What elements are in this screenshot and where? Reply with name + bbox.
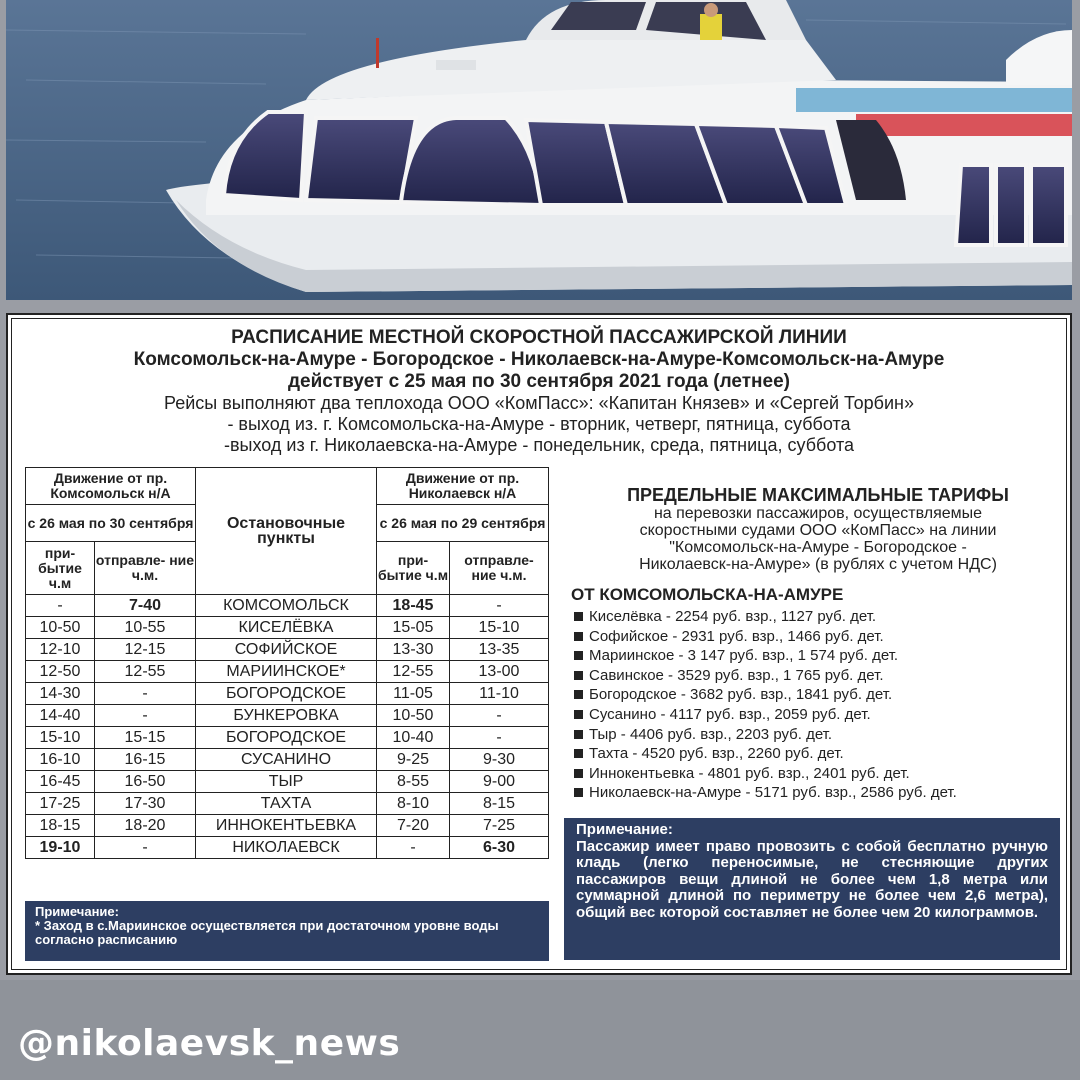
tariff-item xyxy=(568,744,1068,764)
time-cell: - xyxy=(95,683,196,705)
time-cell: - xyxy=(450,705,549,727)
note-left-title: Примечание: xyxy=(35,904,119,919)
left-dates: с 26 мая по 30 сентября xyxy=(26,505,196,542)
tariffs-sub4: Николаевск-на-Амуре» (в рублях с учетом НДС) xyxy=(639,556,997,573)
time-cell: 18-20 xyxy=(95,815,196,837)
account-handle[interactable]: @nikolaevsk_news xyxy=(18,1023,401,1064)
stop-cell: СУСАНИНО xyxy=(196,749,377,771)
time-cell: 11-10 xyxy=(450,683,549,705)
tariff-text: Сусанино - 4117 руб. взр., 2059 руб. дет. xyxy=(589,705,871,723)
tariff-item xyxy=(568,666,1068,686)
time-cell: 12-15 xyxy=(95,639,196,661)
tariff-item xyxy=(568,607,1068,627)
time-cell: 16-15 xyxy=(95,749,196,771)
time-cell: 16-45 xyxy=(26,771,95,793)
time-cell: 15-10 xyxy=(450,617,549,639)
time-cell: 17-30 xyxy=(95,793,196,815)
stop-cell: ИННОКЕНТЬЕВКА xyxy=(196,815,377,837)
tariffs-block xyxy=(568,485,1068,803)
time-cell: 15-15 xyxy=(95,727,196,749)
left-departure-header: отправле- ние ч.м. xyxy=(95,542,196,595)
time-cell: 16-50 xyxy=(95,771,196,793)
time-cell: 15-05 xyxy=(377,617,450,639)
left-arrival-header: при- бытие ч.м xyxy=(26,542,95,595)
stop-cell: ТАХТА xyxy=(196,793,377,815)
bullet-square-icon xyxy=(574,769,583,778)
tariff-item xyxy=(568,705,1068,725)
stop-cell: БОГОРОДСКОЕ xyxy=(196,727,377,749)
table-row xyxy=(26,661,549,683)
tariff-item xyxy=(568,685,1068,705)
stop-cell: МАРИИНСКОЕ* xyxy=(196,661,377,683)
tariffs-sub1: на перевозки пассажиров, осуществляемые xyxy=(653,505,983,522)
stop-cell: КОМСОМОЛЬСК xyxy=(196,595,377,617)
time-cell: 12-10 xyxy=(26,639,95,661)
tariff-text: Мариинское - 3 147 руб. взр., 1 574 руб. дет. xyxy=(589,647,899,665)
stop-cell: БУНКЕРОВКА xyxy=(196,705,377,727)
tariffs-from: ОТ КОМСОМОЛЬСКА-НА-АМУРЕ xyxy=(571,585,844,604)
stop-cell: НИКОЛАЕВСК xyxy=(196,837,377,859)
table-row xyxy=(26,727,549,749)
time-cell: 12-55 xyxy=(95,661,196,683)
tariff-text: Тыр - 4406 руб. взр., 2203 руб. дет. xyxy=(589,725,833,743)
time-cell: 18-45 xyxy=(377,595,450,617)
table-row xyxy=(26,617,549,639)
time-cell: 13-30 xyxy=(377,639,450,661)
tariffs-sub3: "Комсомольск-на-Амуре - Богородское - xyxy=(669,539,967,556)
tariff-text: Иннокентьевка - 4801 руб. взр., 2401 руб. дет. xyxy=(589,764,910,782)
tariff-list xyxy=(568,607,1068,803)
table-row xyxy=(26,837,549,859)
tariff-text: Софийское - 2931 руб. взр., 1466 руб. дет. xyxy=(589,627,884,645)
time-cell: 12-55 xyxy=(377,661,450,683)
table-row xyxy=(26,749,549,771)
table-row xyxy=(26,815,549,837)
route-line: Комсомольск-на-Амуре - Богородское - Николаевск-на-Амуре-Комсомольск-на-Амуре xyxy=(133,349,945,370)
departure-komsomolsk: - выход из. г. Комсомольска-на-Амуре - вторник, четверг, пятница, суббота xyxy=(227,414,851,434)
time-cell: 10-50 xyxy=(377,705,450,727)
stop-cell: ТЫР xyxy=(196,771,377,793)
note-left xyxy=(25,901,549,961)
schedule-title: РАСПИСАНИЕ МЕСТНОЙ СКОРОСТНОЙ ПАССАЖИРСКОЙ ЛИНИИ xyxy=(231,327,847,348)
time-cell: 11-05 xyxy=(377,683,450,705)
stop-cell: СОФИЙСКОЕ xyxy=(196,639,377,661)
table-row xyxy=(26,771,549,793)
note-right-text: Пассажир имеет право провозить с собой бесплатно ручную кладь (легко переносимые, не стесняющие других пассажиров вещи длиной не более чем 1,8 метра или суммарной длиной по периметру не более чем 2,6 метра), общий вес которой составляет не более чем 20 килограммов. xyxy=(576,837,1048,921)
note-right xyxy=(564,818,1060,960)
bullet-square-icon xyxy=(574,730,583,739)
time-cell: 18-15 xyxy=(26,815,95,837)
ships-info: Рейсы выполняют два теплохода ООО «КомПасс»: «Капитан Князев» и «Сергей Торбин» xyxy=(164,393,914,413)
table-row xyxy=(26,705,549,727)
time-cell: 12-50 xyxy=(26,661,95,683)
bullet-square-icon xyxy=(574,612,583,621)
time-cell: - xyxy=(377,837,450,859)
tariff-item xyxy=(568,764,1068,784)
time-cell: 8-15 xyxy=(450,793,549,815)
departure-nikolaevsk: -выход из г. Николаевска-на-Амуре - понедельник, среда, пятница, суббота xyxy=(223,435,854,455)
bullet-square-icon xyxy=(574,671,583,680)
time-cell: 9-30 xyxy=(450,749,549,771)
schedule-table xyxy=(25,467,549,859)
stops-header: Остановочные пункты xyxy=(196,468,377,595)
time-cell: 8-55 xyxy=(377,771,450,793)
time-cell: 16-10 xyxy=(26,749,95,771)
right-group-header: Движение от пр. Николаевск н/А xyxy=(377,468,549,505)
stop-cell: КИСЕЛЁВКА xyxy=(196,617,377,639)
time-cell: 17-25 xyxy=(26,793,95,815)
bullet-square-icon xyxy=(574,710,583,719)
tariff-text: Киселёвка - 2254 руб. взр., 1127 руб. дет. xyxy=(589,608,877,625)
time-cell: - xyxy=(95,837,196,859)
bullet-square-icon xyxy=(574,690,583,699)
time-cell: 10-55 xyxy=(95,617,196,639)
table-row xyxy=(26,595,549,617)
right-departure-header: отправле- ние ч.м. xyxy=(450,542,549,595)
time-cell: 10-40 xyxy=(377,727,450,749)
schedule-sheet xyxy=(6,313,1072,975)
validity-period: действует с 25 мая по 30 сентября 2021 года (летнее) xyxy=(287,371,790,392)
time-cell: 13-35 xyxy=(450,639,549,661)
time-cell: - xyxy=(95,705,196,727)
tariffs-sub2: скоростными судами ООО «КомПасс» на линии xyxy=(639,522,997,539)
time-cell: 7-25 xyxy=(450,815,549,837)
time-cell: 15-10 xyxy=(26,727,95,749)
tariff-item xyxy=(568,783,1068,803)
time-cell: 14-40 xyxy=(26,705,95,727)
right-dates: с 26 мая по 29 сентября xyxy=(377,505,549,542)
time-cell: 19-10 xyxy=(26,837,95,859)
time-cell: 13-00 xyxy=(450,661,549,683)
tariff-item xyxy=(568,725,1068,745)
time-cell: 14-30 xyxy=(26,683,95,705)
bullet-square-icon xyxy=(574,749,583,758)
note-left-text: * Заход в с.Мариинское осуществляется при достаточном уровне воды согласно расписанию xyxy=(35,918,499,947)
tariff-text: Тахта - 4520 руб. взр., 2260 руб. дет. xyxy=(589,745,844,763)
table-row xyxy=(26,793,549,815)
stop-cell: БОГОРОДСКОЕ xyxy=(196,683,377,705)
bullet-square-icon xyxy=(574,788,583,797)
time-cell: 7-40 xyxy=(95,595,196,617)
hydrofoil-photo xyxy=(6,0,1072,300)
time-cell: 10-50 xyxy=(26,617,95,639)
tariffs-title: ПРЕДЕЛЬНЫЕ МАКСИМАЛЬНЫЕ ТАРИФЫ xyxy=(627,485,1009,505)
tariff-text: Савинское - 3529 руб. взр., 1 765 руб. дет. xyxy=(589,666,884,684)
time-cell: - xyxy=(26,595,95,617)
time-cell: - xyxy=(450,727,549,749)
tariff-item xyxy=(568,627,1068,647)
tariff-item xyxy=(568,646,1068,666)
table-row xyxy=(26,639,549,661)
schedule-header xyxy=(8,327,1070,456)
time-cell: 8-10 xyxy=(377,793,450,815)
time-cell: 9-00 xyxy=(450,771,549,793)
tariff-text: Богородское - 3682 руб. взр., 1841 руб. дет. xyxy=(589,686,893,704)
time-cell: - xyxy=(450,595,549,617)
table-row xyxy=(26,683,549,705)
boat-illustration xyxy=(6,0,1072,300)
time-cell: 6-30 xyxy=(450,837,549,859)
tariff-text: Николаевск-на-Амуре - 5171 руб. взр., 2586 руб. дет. xyxy=(589,784,957,802)
bullet-square-icon xyxy=(574,651,583,660)
right-arrival-header: при- бытие ч.м xyxy=(377,542,450,595)
time-cell: 9-25 xyxy=(377,749,450,771)
time-cell: 7-20 xyxy=(377,815,450,837)
note-right-title: Примечание: xyxy=(576,821,673,838)
left-group-header: Движение от пр. Комсомольск н/А xyxy=(26,468,196,505)
bullet-square-icon xyxy=(574,632,583,641)
